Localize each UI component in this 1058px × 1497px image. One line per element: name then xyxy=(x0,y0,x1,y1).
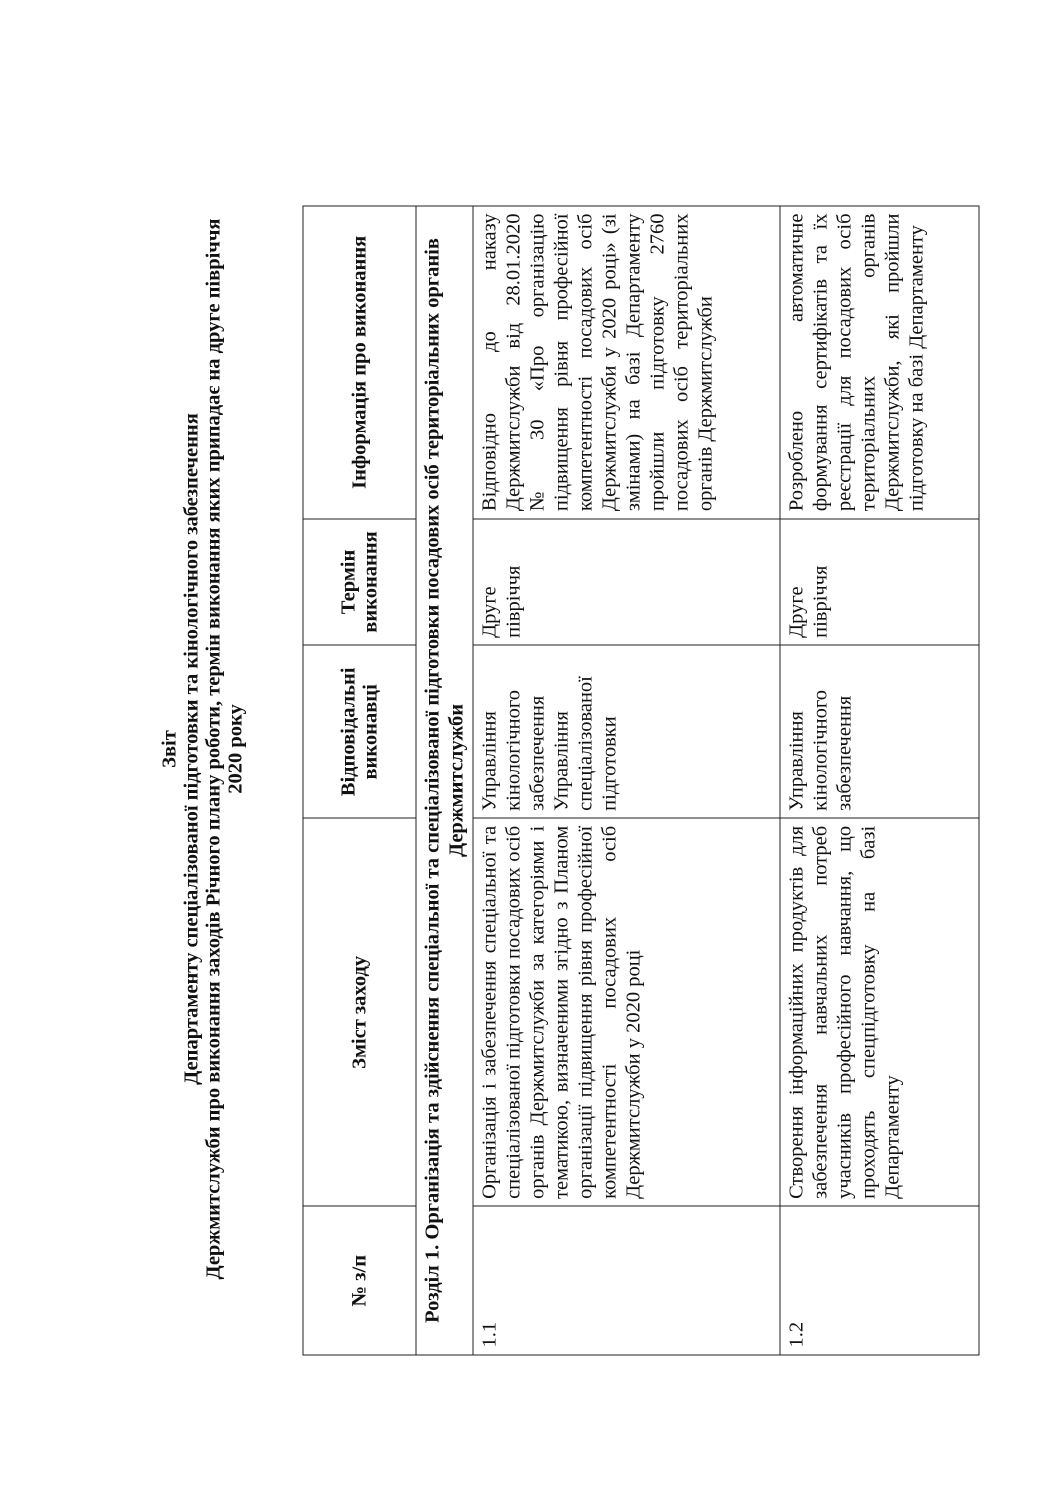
title-line-4: 2020 року xyxy=(224,703,246,794)
section-row xyxy=(416,206,473,1355)
header-number: № з/п xyxy=(303,1206,416,1355)
row-info: Розроблено автоматичне формування сертифікатів та їх реєстрації для посадових осіб територіальних органів Держмитслужби, які пройшли підготовку на базі Департаменту xyxy=(780,206,979,519)
header-info: Інформація про виконання xyxy=(303,206,416,519)
row-content: Організація і забезпечення спеціальної та спеціалізованої підготовки посадових осіб органів Держмитслужби за категоріями і тематикою, визначеними згідно з Планом організації підвищення рівня професійної компетентності посадових осіб Держмитслужби у 2020 році xyxy=(473,818,780,1206)
header-content: Зміст заходу xyxy=(303,818,416,1206)
row-deadline: Друге півріччя xyxy=(780,518,979,645)
row-info: Відповідно до наказу Держмитслужби від 28.01.2020 № 30 «Про організацію підвищення рівня професійної компетентності посадових осіб Держмитслужби у 2020 році» (зі змінами) на базі Департаменту пройшли підготовку 2760 посадових осіб територіальних органів Держмитслужби xyxy=(473,206,780,519)
title-line-3: Держмитслужби про виконання заходів Річного плану роботи, термін виконання яких припадає на друге півріччя xyxy=(202,218,224,1280)
table-row xyxy=(780,206,979,1355)
table-header-row xyxy=(303,206,416,1355)
row-responsible: Управління кінологічного забезпечення Управління спеціалізованої підготовки xyxy=(473,645,780,818)
row-content: Створення інформаційних продуктів для забезпечення навчальних потреб учасників професійного навчання, що проходять спецпідготовку на базі Департаменту xyxy=(780,818,979,1206)
report-table xyxy=(302,205,979,1355)
row-responsible: Управління кінологічного забезпечення xyxy=(780,645,979,818)
section-title: Розділ 1. Організація та здійснення спеціальної та спеціалізованої підготовки посадових осіб територіальних органів Держмитслужби xyxy=(416,206,473,1355)
header-responsible: Відповідальні виконавці xyxy=(303,645,416,818)
report-title xyxy=(158,100,246,1397)
row-number: 1.1 xyxy=(473,1206,780,1355)
row-deadline: Друге півріччя xyxy=(473,518,780,645)
title-line-1: Звіт xyxy=(158,729,180,768)
table-row xyxy=(473,206,780,1355)
row-number: 1.2 xyxy=(780,1206,979,1355)
title-line-2: Департаменту спеціалізованої підготовки та кінологічного забезпечення xyxy=(180,412,202,1085)
header-deadline: Термін виконання xyxy=(303,518,416,645)
